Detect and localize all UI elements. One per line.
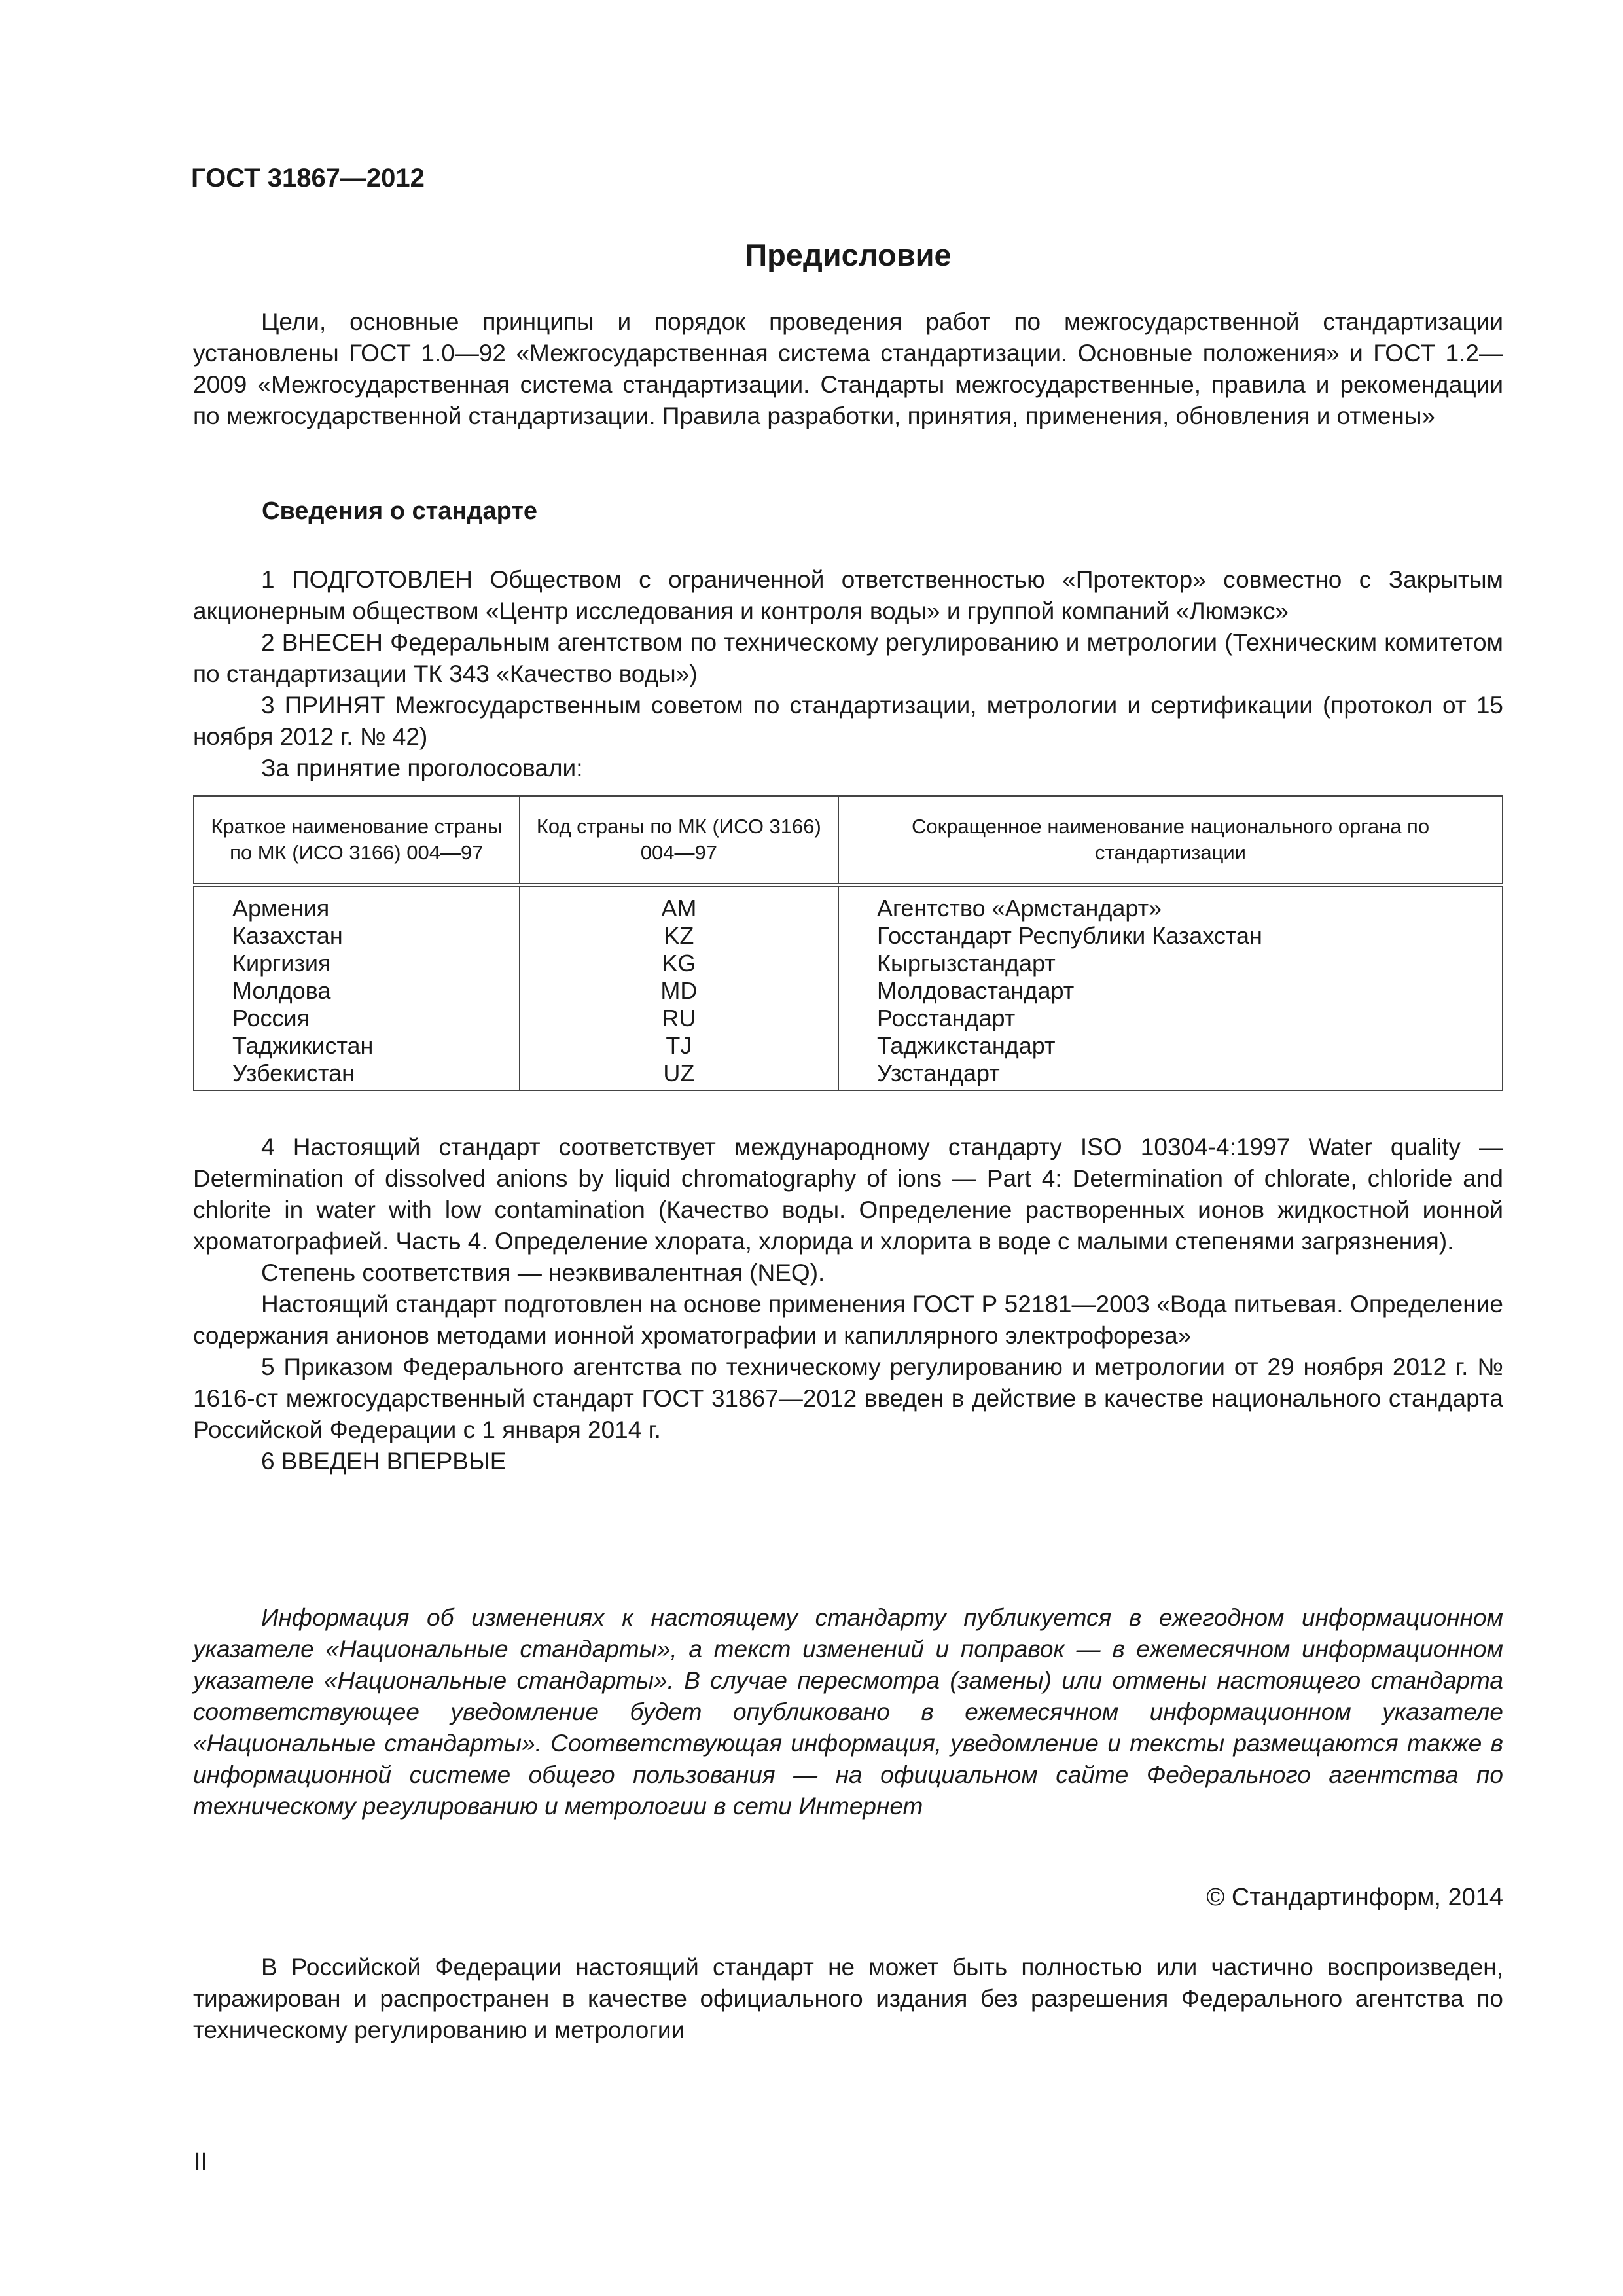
code-cell: KG xyxy=(520,950,838,977)
country-cell: Молдова xyxy=(194,977,520,1005)
country-cell: Таджикистан xyxy=(194,1032,520,1060)
body-cell: Агентство «Армстандарт» xyxy=(838,885,1503,922)
code-cell: KZ xyxy=(520,922,838,950)
table-row xyxy=(194,885,1503,922)
item-prepared: 1 ПОДГОТОВЛЕН Обществом с ограниченной ответственностью «Протектор» совместно с Закрытым акционерным обществом «Центр исследования и контроля воды» и группой компаний «Люмэкс» xyxy=(193,566,1503,624)
country-cell: Армения xyxy=(194,885,520,922)
body-cell: Госстандарт Республики Казахстан xyxy=(838,922,1503,950)
intro-paragraph: Цели, основные принципы и порядок проведения работ по межгосударственной стандартизации установлены ГОСТ 1.0—92 «Межгосударственная система стандартизации. Основные положения» и ГОСТ 1.2—2009 «Межгосударственная система стандартизации. Стандарты межгосударственные, правила и рекомендации по межгосударственной стандартизации. Правила разработки, принятия, применения, обновления и отмены» xyxy=(193,308,1503,429)
column-header-country: Краткое наименование страны по МК (ИСО 3166) 004—97 xyxy=(194,796,520,885)
copyright-line: © Стандартинформ, 2014 xyxy=(1206,1884,1503,1911)
code-cell: AM xyxy=(520,885,838,922)
voting-table xyxy=(193,795,1503,1091)
column-header-code: Код страны по МК (ИСО 3166) 004—97 xyxy=(520,796,838,885)
code-cell: MD xyxy=(520,977,838,1005)
item-degree: Степень соответствия — неэквивалентная (NEQ). xyxy=(261,1259,825,1286)
table-row xyxy=(194,950,1503,977)
table-row xyxy=(194,1060,1503,1090)
country-cell: Казахстан xyxy=(194,922,520,950)
item-voted-label: За принятие проголосовали: xyxy=(261,755,583,781)
table-row xyxy=(194,977,1503,1005)
column-header-body: Сокращенное наименование национального органа по стандартизации xyxy=(838,796,1503,885)
item-first-introduced: 6 ВВЕДЕН ВПЕРВЫЕ xyxy=(261,1448,507,1475)
table-row xyxy=(194,1005,1503,1032)
rights-paragraph: В Российской Федерации настоящий стандарт не может быть полностью или частично воспроизведен, тиражирован и распространен в качестве официального издания без разрешения Федерального агентства по техническому регулированию и метрологии xyxy=(193,1954,1503,2043)
country-cell: Россия xyxy=(194,1005,520,1032)
item-correspondence: 4 Настоящий стандарт соответствует международному стандарту ISO 10304-4:1997 Water quality — Determination of dissolved anions by liquid chromatography of ions — Part 4: Determination of chlorate, chloride and chlorite in water with low contamination (Качество воды. Определение растворенных ионов жидкостной ионной хроматографией. Часть 4. Определение хлората, хлорида и хлорита в воде с малыми степенями загрязнения). xyxy=(193,1134,1503,1255)
country-cell: Киргизия xyxy=(194,950,520,977)
items-after-table xyxy=(193,1132,1503,1477)
page-number: II xyxy=(194,2148,208,2176)
table-header-row xyxy=(194,796,1503,885)
item-adopted: 3 ПРИНЯТ Межгосударственным советом по стандартизации, метрологии и сертификации (протокол от 15 ноября 2012 г. № 42) xyxy=(193,692,1503,750)
table-row xyxy=(194,1032,1503,1060)
body-cell: Таджикстандарт xyxy=(838,1032,1503,1060)
body-cell: Кыргызстандарт xyxy=(838,950,1503,977)
code-cell: RU xyxy=(520,1005,838,1032)
body-cell: Молдовастандарт xyxy=(838,977,1503,1005)
code-cell: TJ xyxy=(520,1032,838,1060)
notice-paragraph: Информация об изменениях к настоящему стандарту публикуется в ежегодном информационном указателе «Национальные стандарты», а текст изменений и поправок — в ежемесячном информационном указателе «Национальные стандарты». В случае пересмотра (замены) или отмены настоящего стандарта соответствующее уведомление будет опубликовано в ежемесячном информационном указателе «Национальные стандарты». Соответствующая информация, уведомление и тексты размещаются также в информационной системе общего пользования — на официальном сайте Федерального агентства по техническому регулированию и метрологии в сети Интернет xyxy=(193,1604,1503,1820)
item-basis: Настоящий стандарт подготовлен на основе применения ГОСТ Р 52181—2003 «Вода питьевая. Определение содержания анионов методами ионной хроматографии и капиллярного электрофореза» xyxy=(193,1291,1503,1349)
notice-block xyxy=(193,1602,1503,1822)
code-cell: UZ xyxy=(520,1060,838,1090)
item-introduced: 2 ВНЕСЕН Федеральным агентством по техническому регулированию и метрологии (Техническим комитетом по стандартизации ТК 343 «Качество воды») xyxy=(193,629,1503,687)
body-cell: Росстандарт xyxy=(838,1005,1503,1032)
intro-block xyxy=(193,306,1503,432)
section-heading: Сведения о стандарте xyxy=(262,497,538,525)
document-code: ГОСТ 31867—2012 xyxy=(191,164,425,192)
table-row xyxy=(194,922,1503,950)
items-before-table xyxy=(193,564,1503,784)
country-cell: Узбекистан xyxy=(194,1060,520,1090)
body-cell: Узстандарт xyxy=(838,1060,1503,1090)
page-title: Предисловие xyxy=(745,238,952,272)
rights-block xyxy=(193,1952,1503,2046)
item-order: 5 Приказом Федерального агентства по техническому регулированию и метрологии от 29 ноября 2012 г. № 1616-ст межгосударственный стандарт ГОСТ 31867—2012 введен в действие в качестве национального стандарта Российской Федерации с 1 января 2014 г. xyxy=(193,1354,1503,1443)
